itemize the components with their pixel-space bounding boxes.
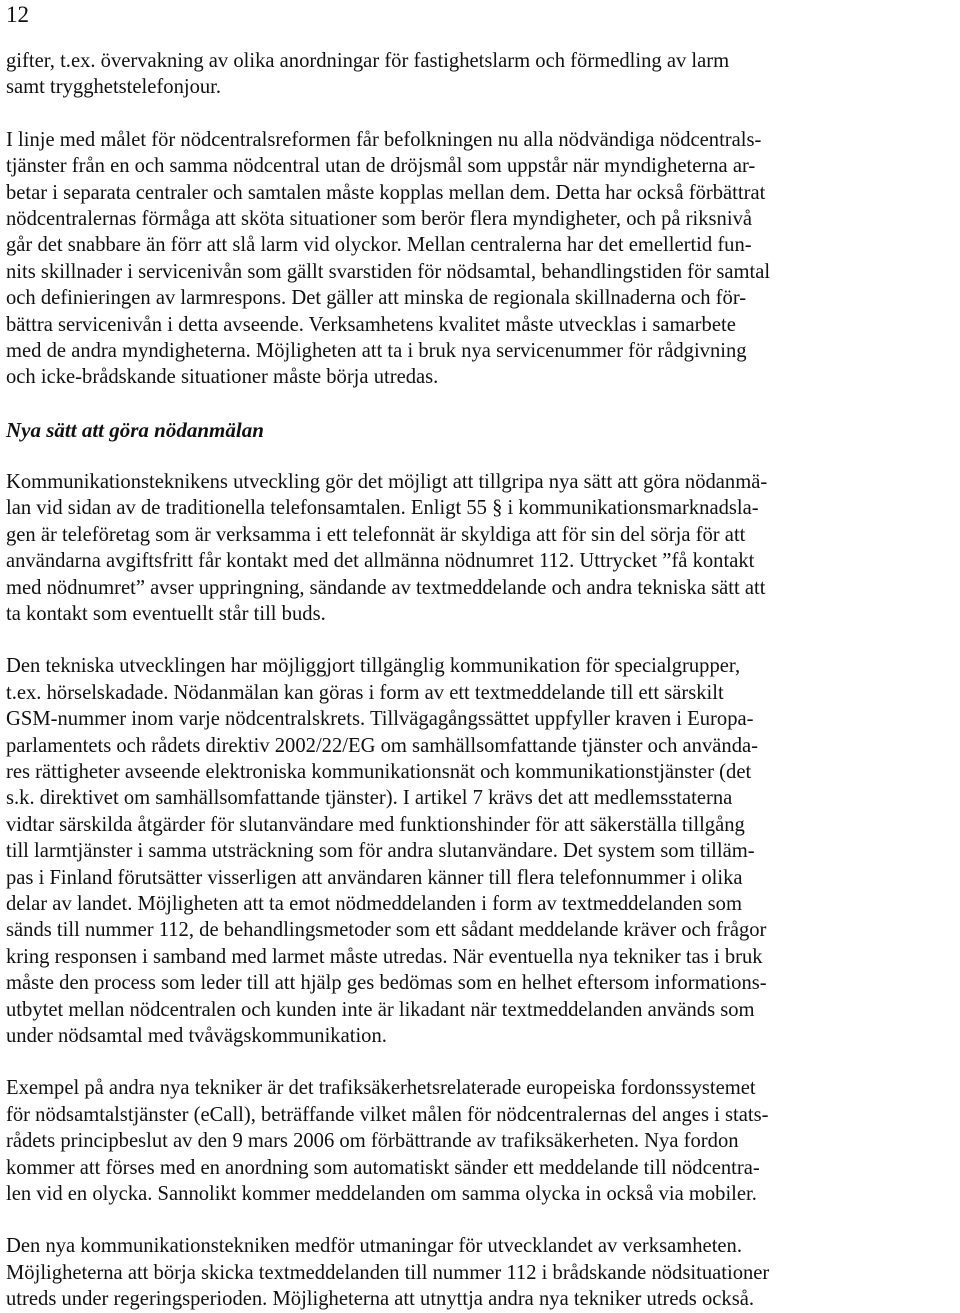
text-line: sänds till nummer 112, de behandlingsmetoder som ett sådant meddelande kräver och frågor — [6, 919, 767, 942]
text-line: och definieringen av larmrespons. Det gäller att minska de regionala skillnaderna och för- — [6, 287, 747, 310]
body-text-after-heading — [6, 469, 954, 1313]
section-heading: Nya sätt att göra nödanmälan — [6, 417, 264, 442]
text-line: rådets principbeslut av den 9 mars 2006 om förbättrande av trafiksäkerheten. Nya fordon — [6, 1130, 739, 1153]
text-line: måste den process som leder till att hjälp ges bedömas som en helhet eftersom informations- — [6, 972, 767, 995]
text-line: nits skillnader i servicenivån som gällt svarstiden för nödsamtal, behandlingstiden för samtal — [6, 260, 771, 283]
text-line: utbytet mellan nödcentralen och kunden inte är likadant när textmeddelanden används som — [6, 998, 755, 1021]
text-line: len vid en olycka. Sannolikt kommer meddelanden om samma olycka in också via mobiler. — [6, 1183, 757, 1206]
text-line: går det snabbare än förr att slå larm vid olyckor. Mellan centralerna har det emellertid fun- — [6, 234, 752, 257]
page-number: 12 — [6, 2, 29, 27]
text-line: kommer att förses med en anordning som automatiskt sänder ett meddelande till nödcentra- — [6, 1156, 760, 1179]
text-line: pas i Finland förutsätter visserligen att användaren känner till flera telefonnummer i olika — [6, 866, 743, 889]
paragraph-gap — [6, 101, 954, 127]
text-line: Den tekniska utvecklingen har möjliggjort tillgänglig kommunikation för specialgrupper, — [6, 655, 741, 678]
text-line: res rättigheter avseende elektroniska kommunikationsnät och kommunikationstjänster (det — [6, 760, 752, 783]
text-line: användarna avgiftsfritt får kontakt med det allmänna nödnumret 112. Uttrycket ”få kontakt — [6, 550, 755, 573]
text-line: med nödnumret” avser uppringning, sändande av textmeddelande och andra tekniska sätt att — [6, 576, 766, 599]
paragraph — [6, 1233, 954, 1312]
text-line: kring responsen i samband med larmet måste utredas. När eventuella nya tekniker tas i bruk — [6, 945, 763, 968]
text-line: t.ex. hörselskadade. Nödanmälan kan göras i form av ett textmeddelande till ett särskilt — [6, 681, 724, 704]
text-line: samt trygghetstelefonjour. — [6, 76, 222, 99]
text-line: Exempel på andra nya tekniker är det trafiksäkerhetsrelaterade europeiska fordonssystemet — [6, 1077, 756, 1100]
paragraph — [6, 469, 954, 627]
text-line: I linje med målet för nödcentralsreformen får befolkningen nu alla nödvändiga nödcentrals- — [6, 128, 762, 151]
text-line: parlamentets och rådets direktiv 2002/22/EG om samhällsomfattande tjänster och använda- — [6, 734, 759, 757]
text-line: bättra servicenivån i detta avseende. Verksamhetens kvalitet måste utvecklas i samarbete — [6, 313, 736, 336]
text-line: gen är teleföretag som är verksamma i ett telefonnät är skyldiga att för sin del sörja för att — [6, 523, 746, 546]
paragraph — [6, 653, 954, 1049]
text-line: till larmtjänster i samma utsträckning som för andra slutanvändare. Det system som tilläm- — [6, 840, 755, 863]
text-line: vidtar särskilda åtgärder för slutanvändare med funktionshinder för att säkerställa tillgång — [6, 813, 745, 836]
text-line: GSM-nummer inom varje nödcentralskrets. Tillvägagångssättet uppfyller kraven i Europa- — [6, 708, 754, 731]
document-page — [6, 0, 954, 1313]
paragraph — [6, 48, 954, 101]
paragraph-gap — [6, 391, 954, 417]
text-line: Kommunikationsteknikens utveckling gör det möjligt att tillgripa nya sätt att göra nödanmä- — [6, 470, 768, 493]
text-line: under nödsamtal med tvåvägskommunikation. — [6, 1025, 387, 1047]
text-line: utreds under regeringsperioden. Möjligheterna att utnyttja andra nya tekniker utreds också. — [6, 1288, 754, 1311]
paragraph-gap — [6, 1207, 954, 1233]
text-line: nödcentralernas förmåga att sköta situationer som berör flera myndigheter, och på riksnivå — [6, 208, 753, 231]
text-line: och icke-brådskande situationer måste börja utredas. — [6, 366, 439, 389]
body-text-before-heading — [6, 48, 954, 391]
text-line: lan vid sidan av de traditionella telefonsamtalen. Enligt 55 § i kommunikationsmarknadsla- — [6, 497, 759, 520]
paragraph-gap — [6, 1049, 954, 1075]
paragraph — [6, 127, 954, 391]
paragraph-gap — [6, 443, 954, 469]
text-line: tjänster från en och samma nödcentral utan de dröjsmål som uppstår när myndigheterna ar- — [6, 155, 756, 178]
text-line: gifter, t.ex. övervakning av olika anordningar för fastighetslarm och förmedling av larm — [6, 50, 730, 72]
text-line: Möjligheterna att börja skicka textmeddelanden till nummer 112 i brådskande nödsituationer — [6, 1261, 770, 1284]
paragraph — [6, 1075, 954, 1207]
text-line: för nödsamtalstjänster (eCall), beträffande vilket målen för nödcentralernas del anges i stats- — [6, 1103, 769, 1126]
text-line: betar i separata centraler och samtalen måste kopplas mellan dem. Detta har också förbättrat — [6, 181, 766, 204]
paragraph-gap — [6, 627, 954, 653]
text-line: ta kontakt som eventuellt står till buds. — [6, 602, 326, 625]
text-line: delar av landet. Möjligheten att ta emot nödmeddelanden i form av textmeddelanden som — [6, 892, 742, 915]
text-line: Den nya kommunikationstekniken medför utmaningar för utvecklandet av verksamheten. — [6, 1235, 743, 1258]
text-line: med de andra myndigheterna. Möjligheten att ta i bruk nya servicenummer för rådgivning — [6, 340, 747, 363]
text-line: s.k. direktivet om samhällsomfattande tjänster). I artikel 7 krävs det att medlemsstaterna — [6, 787, 733, 810]
